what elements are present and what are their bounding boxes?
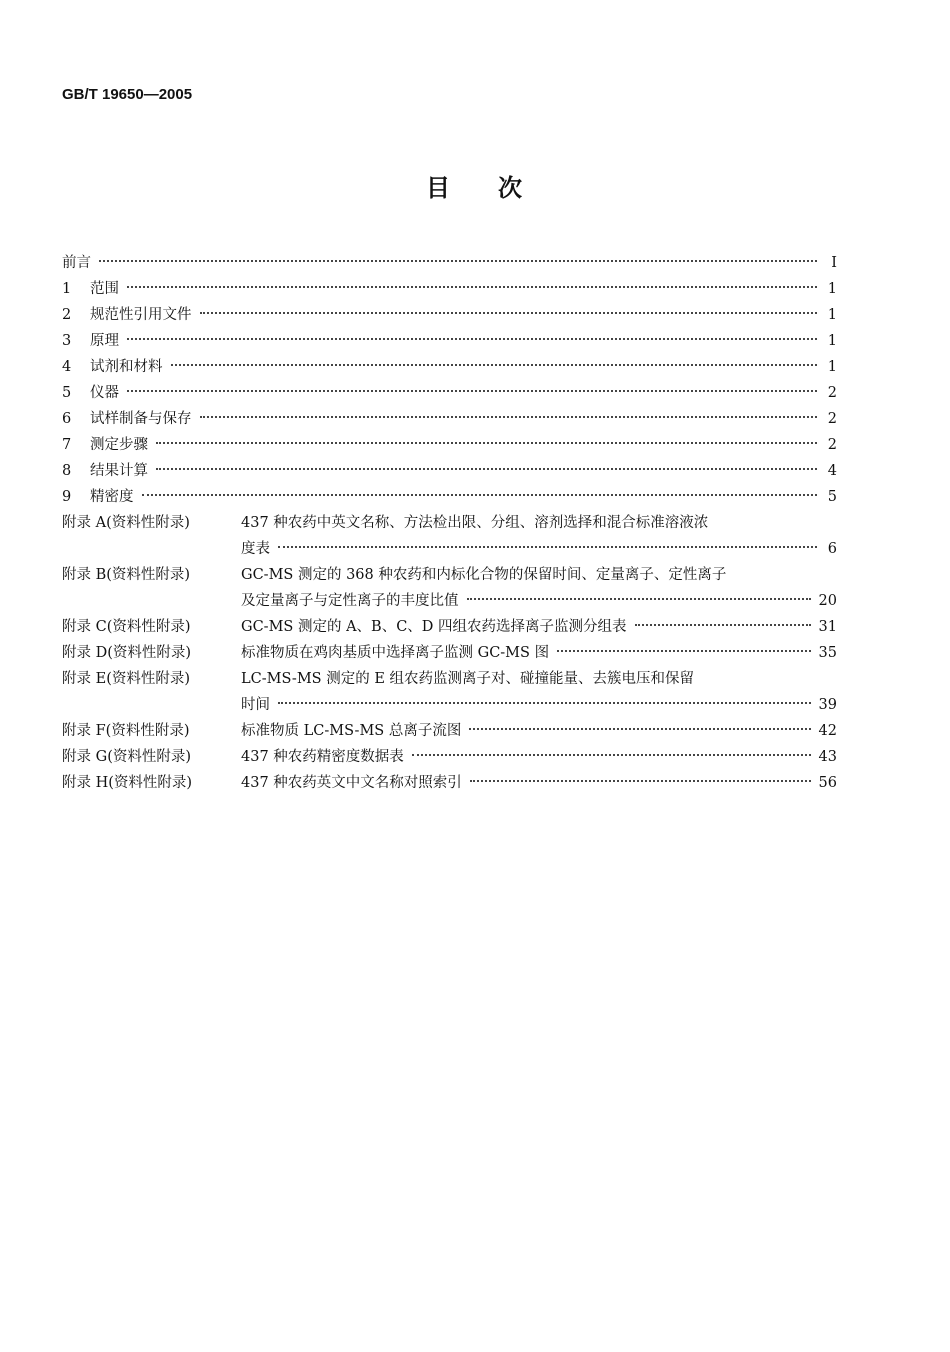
annex-label[interactable]: 附录 B(资料性附录): [62, 567, 191, 583]
annex-title: GC-MS 测定的 368 种农药和内标化合物的保留时间、定量离子、定性离子: [241, 567, 727, 583]
toc-entry-chapter[interactable]: [62, 406, 837, 432]
toc-page-number: 2: [827, 385, 837, 401]
dot-leader: [278, 546, 817, 548]
toc-entry-label[interactable]: 试样制备与保存: [90, 411, 192, 427]
toc-entry-label[interactable]: 规范性引用文件: [90, 307, 192, 323]
dot-leader: [127, 338, 817, 340]
dot-leader: [557, 650, 810, 652]
toc-entry-annex-h[interactable]: [62, 770, 837, 796]
toc-page-number: 4: [827, 463, 837, 479]
toc-entry-chapter[interactable]: [62, 432, 837, 458]
toc-entry-chapter[interactable]: [62, 276, 837, 302]
toc-entry-annex-a[interactable]: [62, 510, 837, 562]
dot-leader: [467, 598, 811, 600]
toc-entry-chapter[interactable]: [62, 328, 837, 354]
dot-leader: [156, 442, 817, 444]
toc-page-number: 1: [827, 333, 837, 349]
toc-page-number: 1: [827, 307, 837, 323]
chapter-number: 2: [62, 307, 72, 323]
toc-entry-annex-b[interactable]: [62, 562, 837, 614]
table-of-contents: [62, 250, 837, 796]
annex-title: GC-MS 测定的 A、B、C、D 四组农药选择离子监测分组表: [241, 619, 627, 635]
toc-entry-annex-g[interactable]: [62, 744, 837, 770]
toc-page-number: 20: [818, 593, 837, 609]
annex-label[interactable]: 附录 D(资料性附录): [62, 645, 192, 661]
annex-title-continued: 及定量离子与定性离子的丰度比值: [241, 593, 459, 609]
chapter-number: 6: [62, 411, 72, 427]
dot-leader: [469, 728, 810, 730]
title-char-2: 次: [498, 174, 524, 202]
annex-title: 标准物质 LC-MS-MS 总离子流图: [241, 723, 462, 739]
annex-title: 437 种农药中英文名称、方法检出限、分组、溶剂选择和混合标准溶液浓: [241, 515, 709, 531]
dot-leader: [470, 780, 811, 782]
toc-page-number: 42: [818, 723, 837, 739]
annex-label[interactable]: 附录 C(资料性附录): [62, 619, 191, 635]
chapter-number: 8: [62, 463, 72, 479]
chapter-number: 5: [62, 385, 72, 401]
toc-entry-label[interactable]: 测定步骤: [90, 437, 148, 453]
annex-label[interactable]: 附录 A(资料性附录): [62, 515, 190, 531]
toc-page-number: 6: [827, 541, 837, 557]
toc-page-number: 56: [818, 775, 837, 791]
chapter-number: 4: [62, 359, 72, 375]
annex-label[interactable]: 附录 E(资料性附录): [62, 671, 191, 687]
standard-code: GB/T 19650—2005: [62, 86, 193, 103]
toc-entry-chapter[interactable]: [62, 302, 837, 328]
toc-entry-chapter[interactable]: [62, 380, 837, 406]
toc-entry-label[interactable]: 精密度: [90, 489, 134, 505]
dot-leader: [171, 364, 818, 366]
annex-title-continued: 度表: [241, 541, 270, 557]
toc-page-number: 1: [827, 281, 837, 297]
dot-leader: [278, 702, 811, 704]
chapter-number: 1: [62, 281, 72, 297]
annex-label[interactable]: 附录 G(资料性附录): [62, 749, 192, 765]
toc-page-number: 1: [827, 359, 837, 375]
toc-entry-chapter[interactable]: [62, 354, 837, 380]
toc-page-number: 35: [818, 645, 837, 661]
toc-page-number: I: [831, 255, 837, 271]
dot-leader: [99, 260, 817, 262]
toc-page-number: 39: [818, 697, 837, 713]
annex-title: 437 种农药精密度数据表: [241, 749, 404, 765]
toc-entry-chapter[interactable]: [62, 458, 837, 484]
toc-entry-preface[interactable]: [62, 250, 837, 276]
dot-leader: [200, 312, 818, 314]
annex-title: LC-MS-MS 测定的 E 组农药监测离子对、碰撞能量、去簇电压和保留: [241, 671, 695, 687]
toc-entry-label[interactable]: 前言: [62, 255, 91, 271]
toc-entry-annex-d[interactable]: [62, 640, 837, 666]
toc-entry-label[interactable]: 结果计算: [90, 463, 148, 479]
toc-entry-annex-c[interactable]: [62, 614, 837, 640]
toc-page-number: 2: [827, 437, 837, 453]
annex-label[interactable]: 附录 F(资料性附录): [62, 723, 190, 739]
toc-page-number: 5: [827, 489, 837, 505]
annex-title: 标准物质在鸡肉基质中选择离子监测 GC-MS 图: [241, 645, 550, 661]
annex-title-continued: 时间: [241, 697, 270, 713]
toc-page-number: 31: [818, 619, 837, 635]
dot-leader: [127, 286, 817, 288]
toc-page-number: 43: [818, 749, 837, 765]
dot-leader: [142, 494, 818, 496]
dot-leader: [635, 624, 811, 626]
dot-leader: [156, 468, 817, 470]
annex-title: 437 种农药英文中文名称对照索引: [241, 775, 462, 791]
chapter-number: 9: [62, 489, 72, 505]
annex-label[interactable]: 附录 H(资料性附录): [62, 775, 193, 791]
dot-leader: [127, 390, 817, 392]
toc-entry-chapter[interactable]: [62, 484, 837, 510]
toc-entry-annex-f[interactable]: [62, 718, 837, 744]
toc-entry-label[interactable]: 试剂和材料: [90, 359, 163, 375]
chapter-number: 7: [62, 437, 72, 453]
toc-entry-label[interactable]: 范围: [90, 281, 119, 297]
toc-entry-label[interactable]: 仪器: [90, 385, 119, 401]
chapter-number: 3: [62, 333, 72, 349]
toc-entry-label[interactable]: 原理: [90, 333, 119, 349]
title-char-1: 目: [426, 174, 452, 202]
page-title: [0, 168, 950, 203]
toc-page-number: 2: [827, 411, 837, 427]
dot-leader: [200, 416, 818, 418]
dot-leader: [412, 754, 811, 756]
toc-entry-annex-e[interactable]: [62, 666, 837, 718]
